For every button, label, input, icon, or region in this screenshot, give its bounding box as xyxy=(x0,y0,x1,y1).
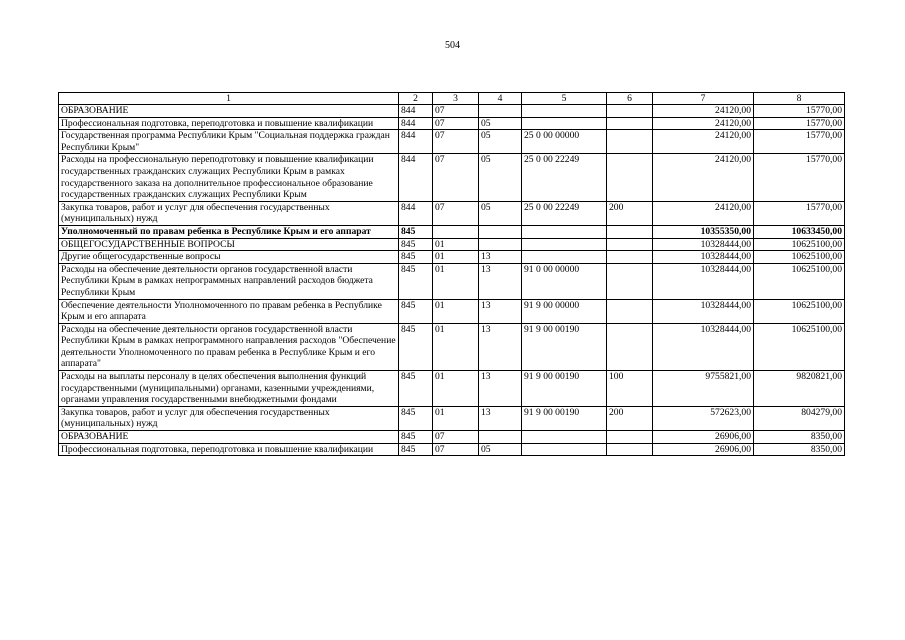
item-name-cell: Другие общегосударственные вопросы xyxy=(59,251,399,264)
section-code-cell: 07 xyxy=(433,105,479,118)
amount-year1-cell: 10328444,00 xyxy=(653,263,754,299)
amount-year2-cell: 10633450,00 xyxy=(754,225,845,238)
target-article-cell xyxy=(522,251,607,264)
item-name-cell: Расходы на выплаты персоналу в целях обеспечения выполнения функций государственными (муниципальными) органами, казенными учреждениями, органами управления государственными внебюджетными фондами xyxy=(59,371,399,407)
amount-year1-cell: 10328444,00 xyxy=(653,299,754,323)
item-name-cell: ОБРАЗОВАНИЕ xyxy=(59,431,399,444)
section-code-cell: 01 xyxy=(433,371,479,407)
ministry-code-cell: 845 xyxy=(399,431,433,444)
target-article-cell xyxy=(522,117,607,130)
expense-type-cell xyxy=(607,105,653,118)
amount-year2-cell: 10625100,00 xyxy=(754,263,845,299)
column-header: 8 xyxy=(754,93,845,105)
expense-type-cell: 200 xyxy=(607,201,653,225)
subsection-code-cell: 13 xyxy=(479,251,522,264)
subsection-code-cell: 05 xyxy=(479,130,522,154)
amount-year2-cell: 10625100,00 xyxy=(754,238,845,251)
target-article-cell xyxy=(522,105,607,118)
column-header: 2 xyxy=(399,93,433,105)
subsection-code-cell xyxy=(479,431,522,444)
amount-year2-cell: 15770,00 xyxy=(754,117,845,130)
ministry-code-cell: 845 xyxy=(399,238,433,251)
section-code-cell: 01 xyxy=(433,251,479,264)
target-article-cell: 91 9 00 00190 xyxy=(522,406,607,430)
table-header-row xyxy=(59,93,845,105)
ministry-code-cell: 845 xyxy=(399,225,433,238)
table-row xyxy=(59,154,845,201)
page-number: 504 xyxy=(445,40,460,51)
amount-year1-cell: 10328444,00 xyxy=(653,238,754,251)
target-article-cell xyxy=(522,238,607,251)
target-article-cell: 91 9 00 00000 xyxy=(522,299,607,323)
table-row xyxy=(59,263,845,299)
ministry-code-cell: 845 xyxy=(399,251,433,264)
expense-type-cell xyxy=(607,238,653,251)
section-code-cell: 07 xyxy=(433,443,479,456)
target-article-cell: 25 0 00 22249 xyxy=(522,201,607,225)
target-article-cell: 91 9 00 00190 xyxy=(522,323,607,370)
amount-year2-cell: 15770,00 xyxy=(754,105,845,118)
table-row xyxy=(59,406,845,430)
ministry-code-cell: 845 xyxy=(399,299,433,323)
ministry-code-cell: 845 xyxy=(399,406,433,430)
table-row xyxy=(59,443,845,456)
item-name-cell: Государственная программа Республики Крым "Социальная поддержка граждан Республики Крым" xyxy=(59,130,399,154)
section-code-cell: 07 xyxy=(433,201,479,225)
amount-year1-cell: 10328444,00 xyxy=(653,323,754,370)
subsection-code-cell: 13 xyxy=(479,263,522,299)
expense-type-cell: 200 xyxy=(607,406,653,430)
table-row xyxy=(59,105,845,118)
expense-type-cell xyxy=(607,130,653,154)
column-header: 5 xyxy=(522,93,607,105)
expense-type-cell xyxy=(607,263,653,299)
section-code-cell: 07 xyxy=(433,117,479,130)
target-article-cell xyxy=(522,225,607,238)
subsection-code-cell xyxy=(479,225,522,238)
subsection-code-cell: 13 xyxy=(479,406,522,430)
column-header: 1 xyxy=(59,93,399,105)
amount-year2-cell: 10625100,00 xyxy=(754,251,845,264)
item-name-cell: ОБРАЗОВАНИЕ xyxy=(59,105,399,118)
section-code-cell: 01 xyxy=(433,406,479,430)
ministry-code-cell: 844 xyxy=(399,154,433,201)
budget-table xyxy=(58,92,845,456)
amount-year1-cell: 10328444,00 xyxy=(653,251,754,264)
table-row xyxy=(59,130,845,154)
expense-type-cell xyxy=(607,323,653,370)
subsection-code-cell: 05 xyxy=(479,117,522,130)
item-name-cell: Закупка товаров, работ и услуг для обеспечения государственных (муниципальных) нужд xyxy=(59,201,399,225)
subsection-code-cell: 13 xyxy=(479,371,522,407)
item-name-cell: Расходы на профессиональную переподготовку и повышение квалификации государственных гражданских служащих Республики Крым в рамках государственного заказа на дополнительное профессиональное образование государственных гражданских служащих Республики Крым xyxy=(59,154,399,201)
amount-year2-cell: 15770,00 xyxy=(754,130,845,154)
table-row xyxy=(59,299,845,323)
expense-type-cell: 100 xyxy=(607,371,653,407)
expense-type-cell xyxy=(607,431,653,444)
subsection-code-cell: 05 xyxy=(479,201,522,225)
amount-year1-cell: 9755821,00 xyxy=(653,371,754,407)
item-name-cell: Обеспечение деятельности Уполномоченного по правам ребенка в Республике Крым и его аппарата xyxy=(59,299,399,323)
ministry-code-cell: 844 xyxy=(399,130,433,154)
amount-year1-cell: 10355350,00 xyxy=(653,225,754,238)
amount-year2-cell: 15770,00 xyxy=(754,154,845,201)
column-header: 4 xyxy=(479,93,522,105)
target-article-cell xyxy=(522,431,607,444)
column-header: 3 xyxy=(433,93,479,105)
table-row xyxy=(59,371,845,407)
expense-type-cell xyxy=(607,225,653,238)
table-row xyxy=(59,323,845,370)
subsection-code-cell xyxy=(479,238,522,251)
target-article-cell: 91 0 00 00000 xyxy=(522,263,607,299)
amount-year2-cell: 10625100,00 xyxy=(754,323,845,370)
amount-year1-cell: 24120,00 xyxy=(653,201,754,225)
expense-type-cell xyxy=(607,154,653,201)
item-name-cell: Расходы на обеспечение деятельности органов государственной власти Республики Крым в рамках непрограммного направления расходов "Обеспечение деятельности Уполномоченного по правам ребенка в Республике Крым и его аппарата" xyxy=(59,323,399,370)
table-row xyxy=(59,117,845,130)
ministry-code-cell: 844 xyxy=(399,117,433,130)
amount-year1-cell: 24120,00 xyxy=(653,130,754,154)
ministry-code-cell: 845 xyxy=(399,323,433,370)
expense-type-cell xyxy=(607,117,653,130)
amount-year1-cell: 572623,00 xyxy=(653,406,754,430)
target-article-cell: 25 0 00 22249 xyxy=(522,154,607,201)
amount-year1-cell: 24120,00 xyxy=(653,154,754,201)
section-code-cell: 01 xyxy=(433,263,479,299)
column-header: 7 xyxy=(653,93,754,105)
section-code-cell: 01 xyxy=(433,323,479,370)
amount-year2-cell: 804279,00 xyxy=(754,406,845,430)
amount-year2-cell: 10625100,00 xyxy=(754,299,845,323)
subsection-code-cell: 13 xyxy=(479,299,522,323)
ministry-code-cell: 845 xyxy=(399,443,433,456)
ministry-code-cell: 844 xyxy=(399,201,433,225)
amount-year2-cell: 15770,00 xyxy=(754,201,845,225)
amount-year1-cell: 26906,00 xyxy=(653,443,754,456)
target-article-cell: 91 9 00 00190 xyxy=(522,371,607,407)
ministry-code-cell: 845 xyxy=(399,371,433,407)
subsection-code-cell: 05 xyxy=(479,154,522,201)
section-code-cell: 07 xyxy=(433,154,479,201)
amount-year1-cell: 24120,00 xyxy=(653,117,754,130)
section-code-cell: 07 xyxy=(433,130,479,154)
item-name-cell: Профессиональная подготовка, переподготовка и повышение квалификации xyxy=(59,443,399,456)
table-row xyxy=(59,238,845,251)
section-code-cell: 01 xyxy=(433,299,479,323)
table-row xyxy=(59,251,845,264)
amount-year1-cell: 26906,00 xyxy=(653,431,754,444)
amount-year2-cell: 8350,00 xyxy=(754,431,845,444)
expense-type-cell xyxy=(607,299,653,323)
item-name-cell: Закупка товаров, работ и услуг для обеспечения государственных (муниципальных) нужд xyxy=(59,406,399,430)
target-article-cell: 25 0 00 00000 xyxy=(522,130,607,154)
ministry-code-cell: 845 xyxy=(399,263,433,299)
target-article-cell xyxy=(522,443,607,456)
column-header: 6 xyxy=(607,93,653,105)
table-row xyxy=(59,225,845,238)
item-name-cell: Профессиональная подготовка, переподготовка и повышение квалификации xyxy=(59,117,399,130)
table-row xyxy=(59,201,845,225)
subsection-code-cell: 13 xyxy=(479,323,522,370)
item-name-cell: Уполномоченный по правам ребенка в Республике Крым и его аппарат xyxy=(59,225,399,238)
subsection-code-cell: 05 xyxy=(479,443,522,456)
amount-year2-cell: 8350,00 xyxy=(754,443,845,456)
expense-type-cell xyxy=(607,251,653,264)
expense-type-cell xyxy=(607,443,653,456)
item-name-cell: ОБЩЕГОСУДАРСТВЕННЫЕ ВОПРОСЫ xyxy=(59,238,399,251)
subsection-code-cell xyxy=(479,105,522,118)
table-row xyxy=(59,431,845,444)
amount-year1-cell: 24120,00 xyxy=(653,105,754,118)
ministry-code-cell: 844 xyxy=(399,105,433,118)
item-name-cell: Расходы на обеспечение деятельности органов государственной власти Республики Крым в рамках непрограммных направлений расходов бюджета Республики Крым xyxy=(59,263,399,299)
section-code-cell xyxy=(433,225,479,238)
section-code-cell: 01 xyxy=(433,238,479,251)
section-code-cell: 07 xyxy=(433,431,479,444)
amount-year2-cell: 9820821,00 xyxy=(754,371,845,407)
